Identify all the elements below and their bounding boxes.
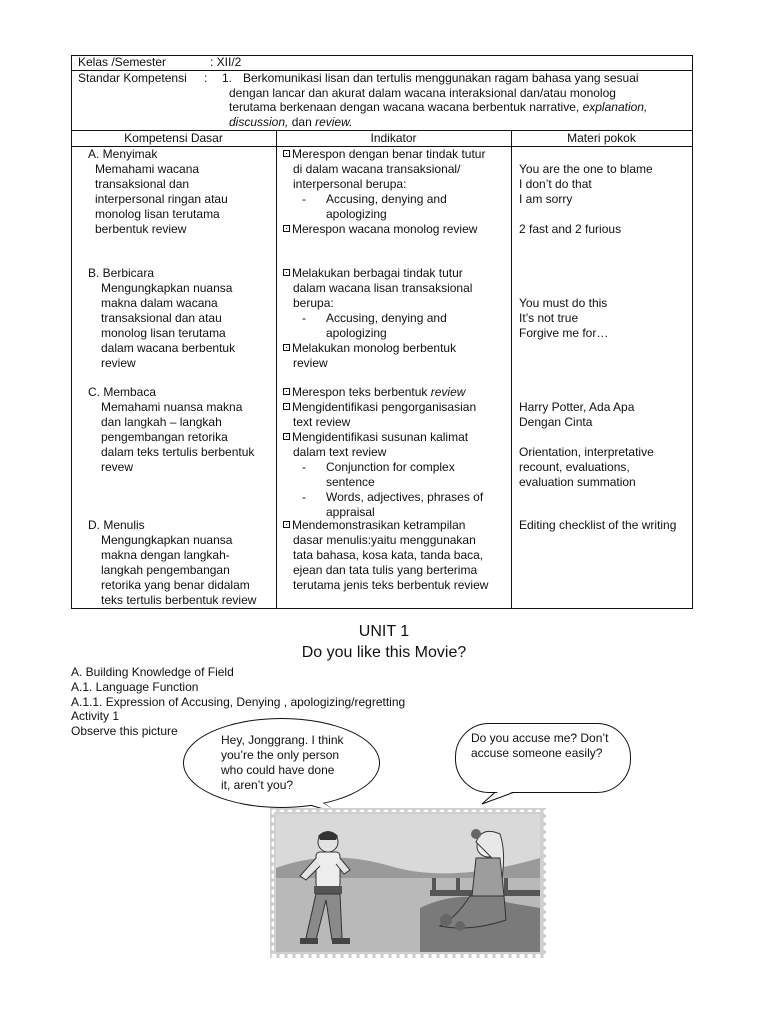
unit-subtitle: Do you like this Movie? [301,644,467,661]
standar-line-2: dengan lancar dan akurat dalam wacana interaksional dan/atau monolog [229,86,616,100]
section-c-indikator-2: Mengidentifikasi pengorganisasian [283,400,476,415]
section-c-indikator-5: dalam text review [293,445,387,459]
section-b-sub-2: apologizing [326,326,387,340]
standar-label: Standar Kompetensi [78,71,187,85]
right-bubble-line-2: accuse someone easily? [471,746,603,760]
left-bubble-line-3: who could have done [221,763,335,777]
section-b-desc-5: dalam wacana berbentuk [101,341,236,355]
section-b-desc-4: monolog lisan terutama [101,326,226,340]
section-d-desc-3: langkah pengembangan [101,563,230,577]
section-b-indikator-4: Melakukan monolog berbentuk [283,341,456,356]
kelas-value: : XII/2 [210,55,242,69]
section-c-desc-5: revew [101,460,134,474]
section-c-indikator-4: Mengidentifikasi susunan kalimat [283,430,468,445]
section-d-materi-1: Editing checklist of the writing [519,518,677,532]
section-d-indikator-1: Mendemonstrasikan ketrampilan [283,518,465,533]
section-a-materi-4: 2 fast and 2 furious [519,222,622,236]
section-d-heading: D. Menulis [88,518,145,532]
section-a-desc-4: monolog lisan terutama [95,207,220,221]
section-b-materi-1: You must do this [519,296,608,310]
checkbox-bullet-icon [283,344,290,351]
section-b-desc-2: makna dalam wacana [101,296,218,310]
movie-illustration [270,808,546,958]
section-a-desc-2: transaksional dan [95,177,190,191]
right-bubble-line-1: Do you accuse me? Don’t [471,731,609,745]
section-b-indikator-2: dalam wacana lisan transaksional [293,281,473,295]
checkbox-bullet-icon [283,433,290,440]
checkbox-bullet-icon [283,225,290,232]
section-a-indikator-4: Merespon wacana monolog review [283,222,477,237]
body-line-1: A. Building Knowledge of Field [71,665,234,679]
unit-title: UNIT 1 [358,623,410,640]
section-b-materi-3: Forgive me for… [519,326,609,340]
section-c-desc-4: dalam teks tertulis berbentuk [101,445,255,459]
section-a-indikator-3: interpersonal berupa: [293,177,407,191]
section-a-materi-3: I am sorry [519,192,573,206]
standar-number: 1. [222,71,233,85]
section-c-desc-2: dan langkah – langkah [101,415,222,429]
section-c-sub1-1: Conjunction for complex [326,460,455,474]
checkbox-bullet-icon [283,521,290,528]
dash-icon: - [302,490,306,504]
body-line-4: Activity 1 [71,709,120,723]
header-kompetensi-dasar: Kompetensi Dasar [124,131,223,145]
section-b-indikator-5: review [293,356,328,370]
standar-line-3: terutama berkenaan dengan wacana wacana berbentuk narrative, explanation, [229,100,648,114]
section-b-desc-3: transaksional dan atau [101,311,222,325]
section-a-desc-1: Memahami wacana [95,162,200,176]
section-a-sub-2: apologizing [326,207,387,221]
section-c-materi-3: Orientation, interpretative [519,445,654,459]
section-a-sub-1: Accusing, denying and [326,192,447,206]
section-d-desc-1: Mengungkapkan nuansa [101,533,233,547]
section-d-indikator-5: terutama jenis teks berbentuk review [293,578,489,592]
section-d-indikator-4: ejean dan tata tulis yang berterima [293,563,478,577]
section-c-desc-1: Memahami nuansa makna [101,400,243,414]
section-c-materi-1: Harry Potter, Ada Apa [519,400,635,414]
standar-line-4: discussion, dan review. [229,115,353,129]
dash-icon: - [302,311,306,325]
section-c-sub1-2: sentence [326,475,375,489]
section-d-indikator-2: dasar menulis:yaitu menggunakan [293,533,476,547]
checkbox-bullet-icon [283,403,290,410]
header-materi-pokok: Materi pokok [567,131,636,145]
section-d-desc-4: retorika yang benar didalam [101,578,250,592]
left-bubble-line-4: it, aren’t you? [221,778,294,792]
section-a-indikator-2: di dalam wacana transaksional/ [293,162,461,176]
section-a-heading: A. Menyimak [88,147,158,161]
standar-line-1: Berkomunikasi lisan dan tertulis menggunakan ragam bahasa yang sesuai [243,71,639,85]
section-b-materi-2: It’s not true [519,311,579,325]
section-d-indikator-3: tata bahasa, kosa kata, tanda baca, [293,548,484,562]
section-b-desc-1: Mengungkapkan nuansa [101,281,233,295]
section-b-desc-6: review [101,356,136,370]
kelas-label: Kelas /Semester [78,55,167,69]
section-a-indikator-1: Merespon dengan benar tindak tutur [283,147,485,162]
section-c-sub2-1: Words, adjectives, phrases of [326,490,484,504]
section-c-heading: C. Membaca [88,385,157,399]
dash-icon: - [302,192,306,206]
section-d-desc-2: makna dengan langkah- [101,548,230,562]
section-b-heading: B. Berbicara [88,266,155,280]
section-c-materi-2: Dengan Cinta [519,415,593,429]
section-b-indikator-1: Melakukan berbagai tindak tutur [283,266,463,281]
section-a-desc-3: interpersonal ringan atau [95,192,228,206]
body-line-3: A.1.1. Expression of Accusing, Denying , apologizing/regretting [71,695,406,709]
section-a-materi-2: I don’t do that [519,177,592,191]
body-line-2: A.1. Language Function [71,680,199,694]
checkbox-bullet-icon [283,150,290,157]
checkbox-bullet-icon [283,269,290,276]
body-line-5: Observe this picture [71,724,178,738]
section-c-materi-5: evaluation summation [519,475,636,489]
section-c-sub2-2: appraisal [326,505,375,519]
header-indikator: Indikator [370,131,417,145]
section-b-sub-1: Accusing, denying and [326,311,447,325]
section-c-materi-4: recount, evaluations, [519,460,630,474]
dash-icon: - [302,460,306,474]
section-a-materi-1: You are the one to blame [519,162,653,176]
section-d-desc-5: teks tertulis berbentuk review [101,593,257,607]
section-c-indikator-1: Merespon teks berbentuk review [283,385,465,400]
left-bubble-line-2: you’re the only person [221,748,340,762]
left-bubble-line-1: Hey, Jonggrang. I think [221,733,344,747]
section-c-indikator-3: text review [293,415,351,429]
standar-colon: : [204,71,208,85]
section-a-desc-5: berbentuk review [95,222,187,236]
section-b-indikator-3: berupa: [293,296,334,310]
section-c-desc-3: pengembangan retorika [101,430,228,444]
checkbox-bullet-icon [283,388,290,395]
